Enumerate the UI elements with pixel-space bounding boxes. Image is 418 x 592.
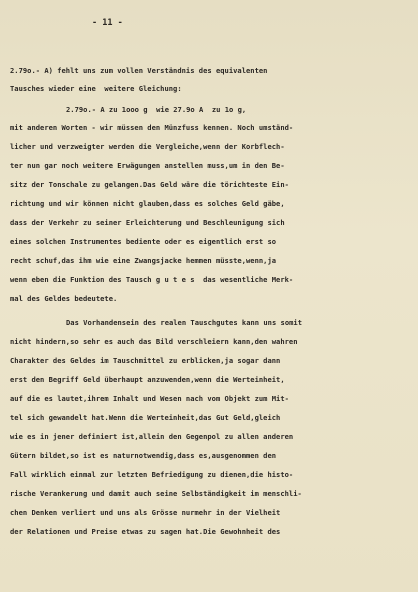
text-line: dass der Verkehr zu seiner Erleichterung und Beschleunigung sich — [10, 218, 285, 227]
text-line: chen Denken verliert und uns als Grösse nurmehr in der Vielheit — [10, 508, 281, 517]
text-line: 2.79o.- A zu 1ooo g wie 27.9o A zu 1o g, — [66, 105, 247, 114]
text-line: Das Vorhandensein des realen Tauschgutes kann uns somit — [66, 318, 302, 327]
text-line: mal des Geldes bedeutete. — [10, 294, 118, 303]
text-line: Tausches wieder eine weitere Gleichung: — [10, 84, 182, 93]
text-line: Gütern bildet,so ist es naturnotwendig,dass es,ausgenommen den — [10, 451, 277, 460]
text-line: Charakter des Geldes im Tauschmittel zu erblicken,ja sogar dann — [10, 356, 281, 365]
text-line: tel sich gewandelt hat.Wenn die Werteinheit,das Gut Geld,gleich — [10, 413, 281, 422]
text-line: nicht hindern,so sehr es auch das Bild verschleiern kann,den wahren — [10, 337, 298, 346]
text-line: 2.79o.- A) fehlt uns zum vollen Verständnis des equivalenten — [10, 66, 268, 75]
text-line: Fall wirklich einmal zur letzten Befriedigung zu dienen,die histo- — [10, 470, 294, 479]
text-line: mit anderen Worten - wir müssen den Münzfuss kennen. Noch umständ- — [10, 123, 294, 132]
text-line: der Relationen und Preise etwas zu sagen hat.Die Gewohnheit des — [10, 527, 281, 536]
text-line: ter nun gar noch weitere Erwägungen anstellen muss,um in den Be- — [10, 161, 285, 170]
text-line: rische Verankerung und damit auch seine Selbständigkeit im menschli- — [10, 489, 302, 498]
text-line: licher und verzweigter werden die Vergleiche,wenn der Korbflech- — [10, 142, 285, 151]
text-line: recht schuf,das ihm wie eine Zwangsjacke hemmen müsste,wenn,ja — [10, 256, 277, 265]
text-line: sitz der Tonschale zu gelangen.Das Geld wäre die törichteste Ein- — [10, 180, 289, 189]
text-line: richtung und wir können nicht glauben,dass es solches Geld gäbe, — [10, 199, 285, 208]
text-line: erst den Begriff Geld überhaupt anzuwenden,wenn die Werteinheit, — [10, 375, 285, 384]
text-line: wie es in jener definiert ist,allein den Gegenpol zu allen anderen — [10, 432, 294, 441]
text-line: wenn eben die Funktion des Tausch g u t e s das wesentliche Merk- — [10, 275, 294, 284]
text-line: auf die es lautet,ihrem Inhalt und Wesen nach vom Objekt zum Mit- — [10, 394, 289, 403]
text-line: eines solchen Instrumentes bediente oder es eigentlich erst so — [10, 237, 277, 246]
page-number: - 11 - — [92, 18, 123, 28]
